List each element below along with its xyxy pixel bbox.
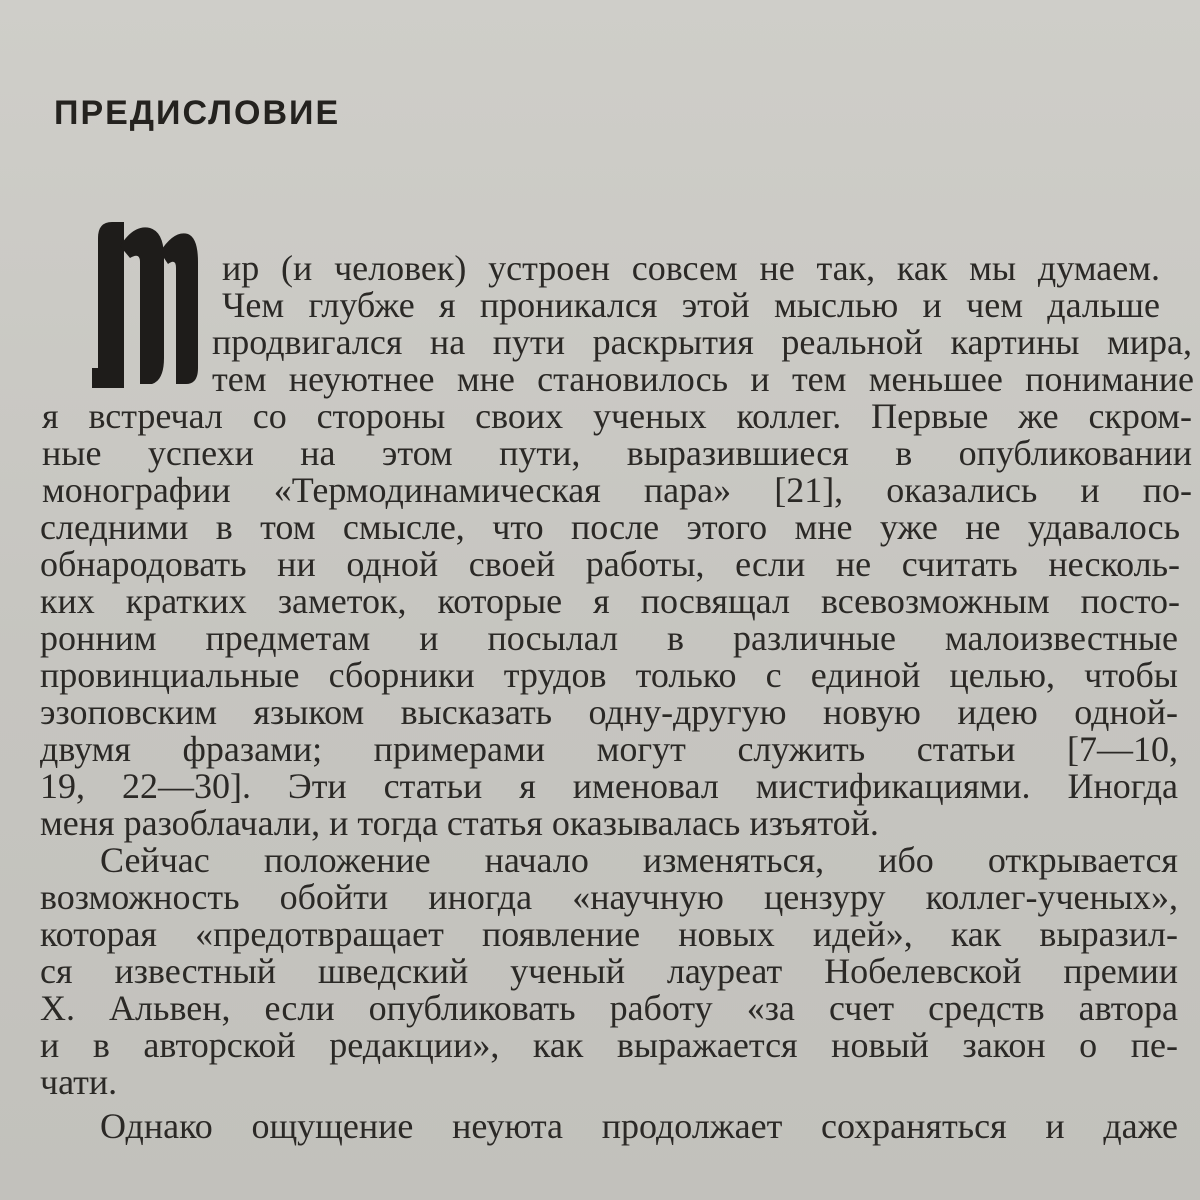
text-line: ронним предметам и посылал в различные малоизвестные (40, 618, 1178, 658)
text-line: Однако ощущение неуюта продолжает сохраняться и даже (100, 1106, 1178, 1146)
text-line: ир (и человек) устроен совсем не так, как мы думаем. (222, 248, 1160, 288)
text-line: я встречал со стороны своих ученых коллег. Первые же скром- (42, 396, 1192, 436)
text-line: обнародовать ни одной своей работы, если не считать несколь- (40, 544, 1180, 584)
text-line: монографии «Термодинамическая пара» [21], оказались и по- (42, 470, 1192, 510)
text-line: меня разоблачали, и тогда статья оказывалась изъятой. (40, 803, 879, 843)
text-line: ких кратких заметок, которые я посвящал всевозможным посто- (40, 581, 1180, 621)
text-line: 19, 22—30]. Эти статьи я именовал мистификациями. Иногда (40, 766, 1178, 806)
text-line: ся известный шведский ученый лауреат Нобелевской премии (40, 951, 1178, 991)
text-line: возможность обойти иногда «научную цензуру коллег-ученых», (40, 877, 1178, 917)
text-line: продвигался на пути раскрытия реальной картины мира, (212, 322, 1192, 362)
text-line: тем неуютнее мне становилось и тем меньшее понимание (212, 359, 1194, 399)
text-line: эзоповским языком высказать одну-другую новую идею одной- (40, 692, 1178, 732)
page-title: ПРЕДИСЛОВИЕ (54, 94, 341, 132)
text-line: и в авторской редакции», как выражается новый закон о пе- (40, 1025, 1178, 1065)
text-line: ные успехи на этом пути, выразившиеся в опубликовании (42, 433, 1192, 473)
text-line: чати. (40, 1062, 118, 1102)
text-line: провинциальные сборники трудов только с единой целью, чтобы (40, 655, 1178, 695)
text-line: которая «предотвращает появление новых идей», как выразил- (40, 914, 1178, 954)
text-line: следними в том смысле, что после этого мне уже не удавалось (40, 507, 1180, 547)
text-line: Сейчас положение начало изменяться, ибо открывается (100, 840, 1178, 880)
decorative-drop-cap-icon (90, 218, 202, 390)
text-line: Х. Альвен, если опубликовать работу «за счет средств автора (40, 988, 1178, 1028)
text-line: двумя фразами; примерами могут служить статьи [7—10, (40, 729, 1178, 769)
text-line: Чем глубже я проникался этой мыслью и чем дальше (222, 285, 1160, 325)
